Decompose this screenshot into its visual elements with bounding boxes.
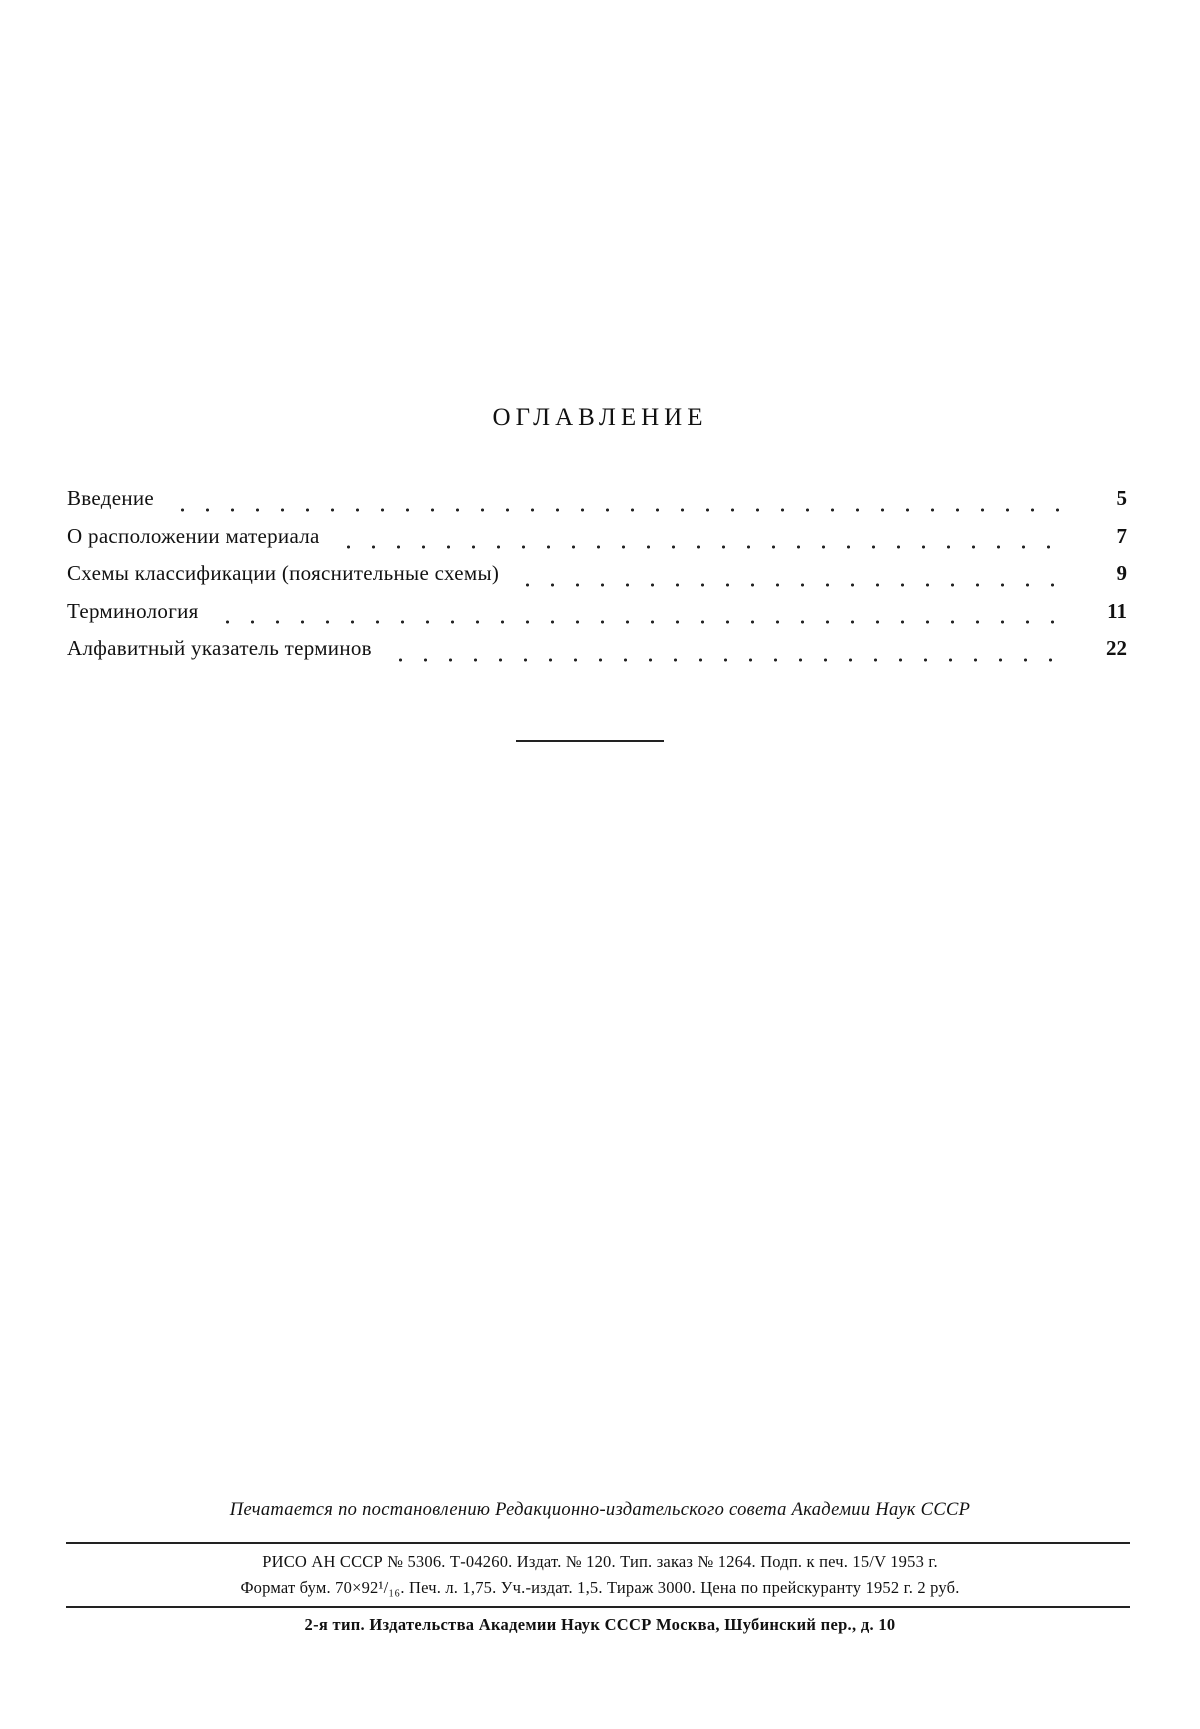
toc-entry-page: 22 [1106,636,1127,660]
section-divider [516,740,664,742]
toc-entry-page: 5 [1116,486,1127,510]
toc-entry-page: 11 [1107,598,1127,623]
printer-line: 2-я тип. Издательства Академии Наук СССР Москва, Шубинский пер., д. 10 [304,1615,896,1634]
toc-entry-introduction[interactable] [67,486,1127,524]
toc-entry-material-arrangement[interactable] [67,524,1127,562]
toc-entry-label: Введение [67,486,155,510]
toc-entry-label: Алфавитный указатель терминов [67,636,372,660]
toc-leader-dots [336,545,1067,549]
imprint-note: Печатается по постановлению Редакционно-издательского совета Академии Наук СССР [229,1500,971,1520]
toc-leader-dots [515,583,1067,587]
toc-entry-classification-schemes[interactable] [67,561,1127,599]
toc-entry-alphabetical-index[interactable] [67,636,1127,674]
toc-entry-label: Терминология [67,598,199,623]
toc-title: ОГЛАВЛЕНИЕ [492,404,708,431]
toc-leader-dots [388,658,1067,662]
colophon-line-2: Формат бум. 70×92¹/₁₆. Печ. л. 1,75. Уч.-издат. 1,5. Тираж 3000. Цена по прейскуранту 1952 г. 2 руб. [240,1578,960,1597]
colophon-rule-bottom [66,1606,1130,1608]
colophon-line-1: РИСО АН СССР № 5306. Т-04260. Издат. № 120. Тип. заказ № 1264. Подп. к печ. 15/V 1953 г. [262,1552,938,1571]
toc-entry-label: О расположении материала [67,523,320,548]
toc-entry-page: 9 [1116,561,1127,585]
table-of-contents [67,486,1127,674]
toc-entry-page: 7 [1116,523,1127,548]
toc-entry-terminology[interactable] [67,599,1127,637]
toc-leader-dots [215,620,1067,624]
toc-entry-label: Схемы классификации (пояснительные схемы) [67,561,500,585]
toc-leader-dots [170,508,1067,512]
colophon-rule-top [66,1542,1130,1544]
